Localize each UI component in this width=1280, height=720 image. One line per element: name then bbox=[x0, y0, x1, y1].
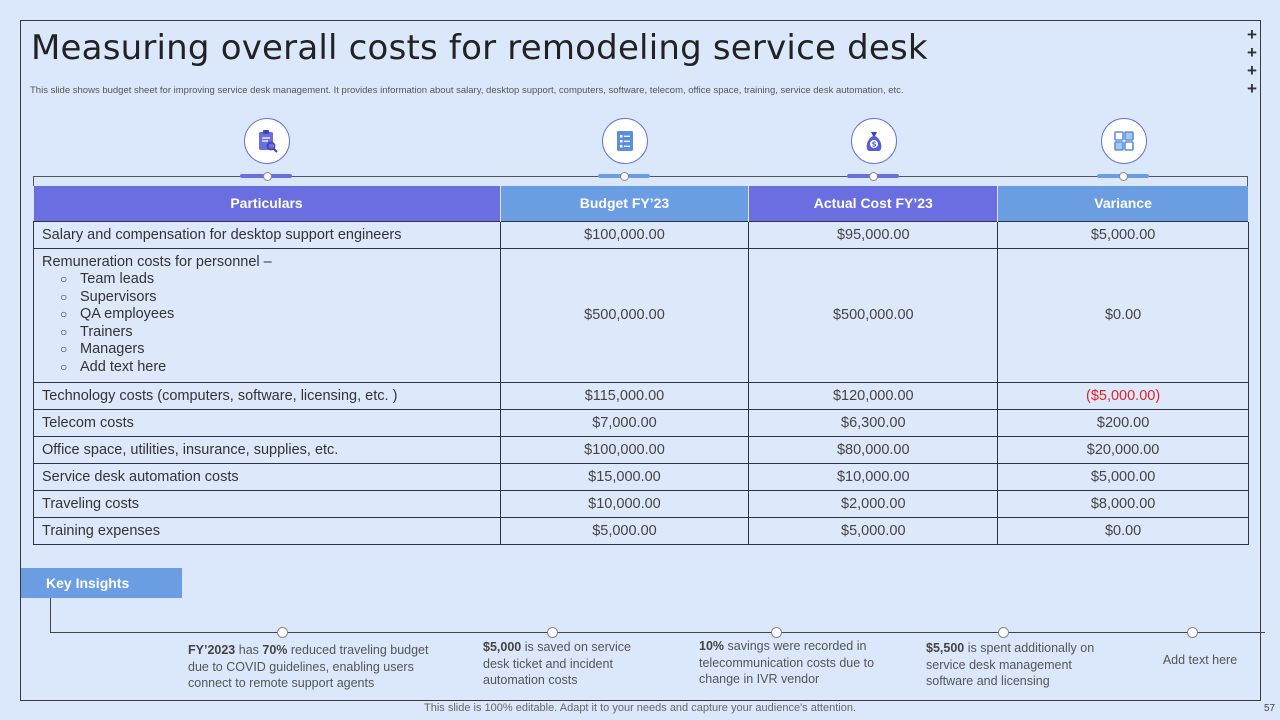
list-item: ○ Team leads bbox=[60, 271, 492, 289]
insight-item bbox=[1150, 652, 1250, 669]
timeline-line bbox=[50, 632, 1265, 633]
timeline-dot bbox=[277, 627, 288, 638]
particulars-label: Remuneration costs for personnel – bbox=[42, 254, 272, 270]
budget-cell: $7,000.00 bbox=[500, 409, 749, 436]
variance-cell: $0.00 bbox=[998, 517, 1249, 544]
actual-cell: $95,000.00 bbox=[749, 221, 998, 248]
table-row bbox=[34, 382, 1249, 409]
connector-dot bbox=[620, 172, 629, 181]
plus-icon: + bbox=[1247, 43, 1257, 62]
insight-item bbox=[926, 640, 1111, 690]
clipboard-search-icon bbox=[244, 118, 290, 164]
insight-highlight: $5,500 bbox=[926, 641, 965, 655]
table-row bbox=[34, 490, 1249, 517]
insight-item bbox=[699, 638, 879, 688]
checklist-document-icon bbox=[602, 118, 648, 164]
insight-text: has bbox=[235, 643, 263, 657]
connector-dot bbox=[869, 172, 878, 181]
page-number: 57 bbox=[1264, 703, 1276, 714]
variance-cell-negative: ($5,000.00) bbox=[998, 382, 1249, 409]
insight-item bbox=[188, 642, 443, 692]
timeline-connector bbox=[50, 598, 51, 632]
insight-text: Add text here bbox=[1162, 653, 1238, 667]
list-item: ○ Add text here bbox=[60, 359, 492, 377]
connector-dot bbox=[1119, 172, 1128, 181]
connector-dot bbox=[263, 172, 272, 181]
page-subtitle: This slide shows budget sheet for improving service desk management. It provides information about salary, desktop support, computers, software, telecom, office space, training, service desk automation, etc. bbox=[30, 85, 904, 96]
insight-text: is spent additionally on service desk management software and licensing bbox=[926, 641, 1095, 688]
list-item: ○ Supervisors bbox=[60, 289, 492, 307]
table-header-row bbox=[34, 186, 1249, 221]
table-row bbox=[34, 517, 1249, 544]
particulars-cell: Service desk automation costs bbox=[34, 463, 501, 490]
table-row bbox=[34, 409, 1249, 436]
table-row bbox=[34, 221, 1249, 248]
variance-cell: $0.00 bbox=[998, 248, 1249, 382]
actual-cell: $80,000.00 bbox=[749, 436, 998, 463]
list-item: ○ QA employees bbox=[60, 306, 492, 324]
table-row bbox=[34, 248, 1249, 382]
insight-text: savings were recorded in telecommunication costs due to change in IVR vendor bbox=[699, 639, 875, 686]
table-row bbox=[34, 436, 1249, 463]
table-row bbox=[34, 463, 1249, 490]
column-header-actual-cost: Actual Cost FY’23 bbox=[749, 186, 998, 221]
insight-highlight: 10% bbox=[699, 639, 725, 653]
list-item: ○ Managers bbox=[60, 341, 492, 359]
svg-text:$: $ bbox=[871, 140, 877, 149]
particulars-cell: Office space, utilities, insurance, supplies, etc. bbox=[34, 436, 501, 463]
particulars-cell: Technology costs (computers, software, licensing, etc. ) bbox=[34, 382, 501, 409]
budget-cell: $15,000.00 bbox=[500, 463, 749, 490]
particulars-cell: Training expenses bbox=[34, 517, 501, 544]
key-insights-label: Key Insights bbox=[21, 568, 182, 598]
connector-tick bbox=[33, 176, 34, 186]
budget-cell: $10,000.00 bbox=[500, 490, 749, 517]
footer-text: This slide is 100% editable. Adapt it to your needs and capture your audience's attention. bbox=[424, 702, 856, 714]
timeline-dot bbox=[1187, 627, 1198, 638]
personnel-list bbox=[60, 271, 492, 376]
variance-cell: $8,000.00 bbox=[998, 490, 1249, 517]
list-item: ○ Trainers bbox=[60, 324, 492, 342]
actual-cell: $500,000.00 bbox=[749, 248, 998, 382]
variance-cell: $5,000.00 bbox=[998, 463, 1249, 490]
column-header-budget: Budget FY’23 bbox=[500, 186, 749, 221]
timeline-dot bbox=[998, 627, 1009, 638]
budget-table bbox=[33, 186, 1249, 545]
money-bag-icon bbox=[851, 118, 897, 164]
budget-cell: $5,000.00 bbox=[500, 517, 749, 544]
particulars-cell: Salary and compensation for desktop support engineers bbox=[34, 221, 501, 248]
plus-icon: + bbox=[1247, 61, 1257, 80]
particulars-cell bbox=[34, 248, 501, 382]
variance-cell: $200.00 bbox=[998, 409, 1249, 436]
actual-cell: $6,300.00 bbox=[749, 409, 998, 436]
budget-cell: $500,000.00 bbox=[500, 248, 749, 382]
insight-text: reduced traveling budget due to COVID guidelines, enabling users connect to remote support agents bbox=[188, 643, 429, 690]
insight-highlight: $5,000 bbox=[483, 640, 522, 654]
budget-cell: $115,000.00 bbox=[500, 382, 749, 409]
variance-cell: $5,000.00 bbox=[998, 221, 1249, 248]
column-header-variance: Variance bbox=[998, 186, 1249, 221]
actual-cell: $2,000.00 bbox=[749, 490, 998, 517]
timeline-dot bbox=[771, 627, 782, 638]
decorative-plus-signs bbox=[1245, 26, 1259, 98]
budget-cell: $100,000.00 bbox=[500, 221, 749, 248]
actual-cell: $5,000.00 bbox=[749, 517, 998, 544]
variance-cell: $20,000.00 bbox=[998, 436, 1249, 463]
plus-icon: + bbox=[1247, 25, 1257, 44]
grid-settings-icon bbox=[1101, 118, 1147, 164]
connector-tick bbox=[1247, 176, 1248, 186]
plus-icon: + bbox=[1247, 79, 1257, 98]
particulars-cell: Traveling costs bbox=[34, 490, 501, 517]
page-title: Measuring overall costs for remodeling service desk bbox=[31, 28, 928, 68]
budget-cell: $100,000.00 bbox=[500, 436, 749, 463]
insight-highlight: FY’2023 bbox=[188, 643, 236, 657]
insight-text: is saved on service desk ticket and incident automation costs bbox=[483, 640, 632, 687]
actual-cell: $10,000.00 bbox=[749, 463, 998, 490]
insight-item bbox=[483, 639, 643, 689]
actual-cell: $120,000.00 bbox=[749, 382, 998, 409]
particulars-cell: Telecom costs bbox=[34, 409, 501, 436]
insight-highlight: 70% bbox=[262, 643, 288, 657]
timeline-dot bbox=[547, 627, 558, 638]
column-header-particulars: Particulars bbox=[34, 186, 501, 221]
